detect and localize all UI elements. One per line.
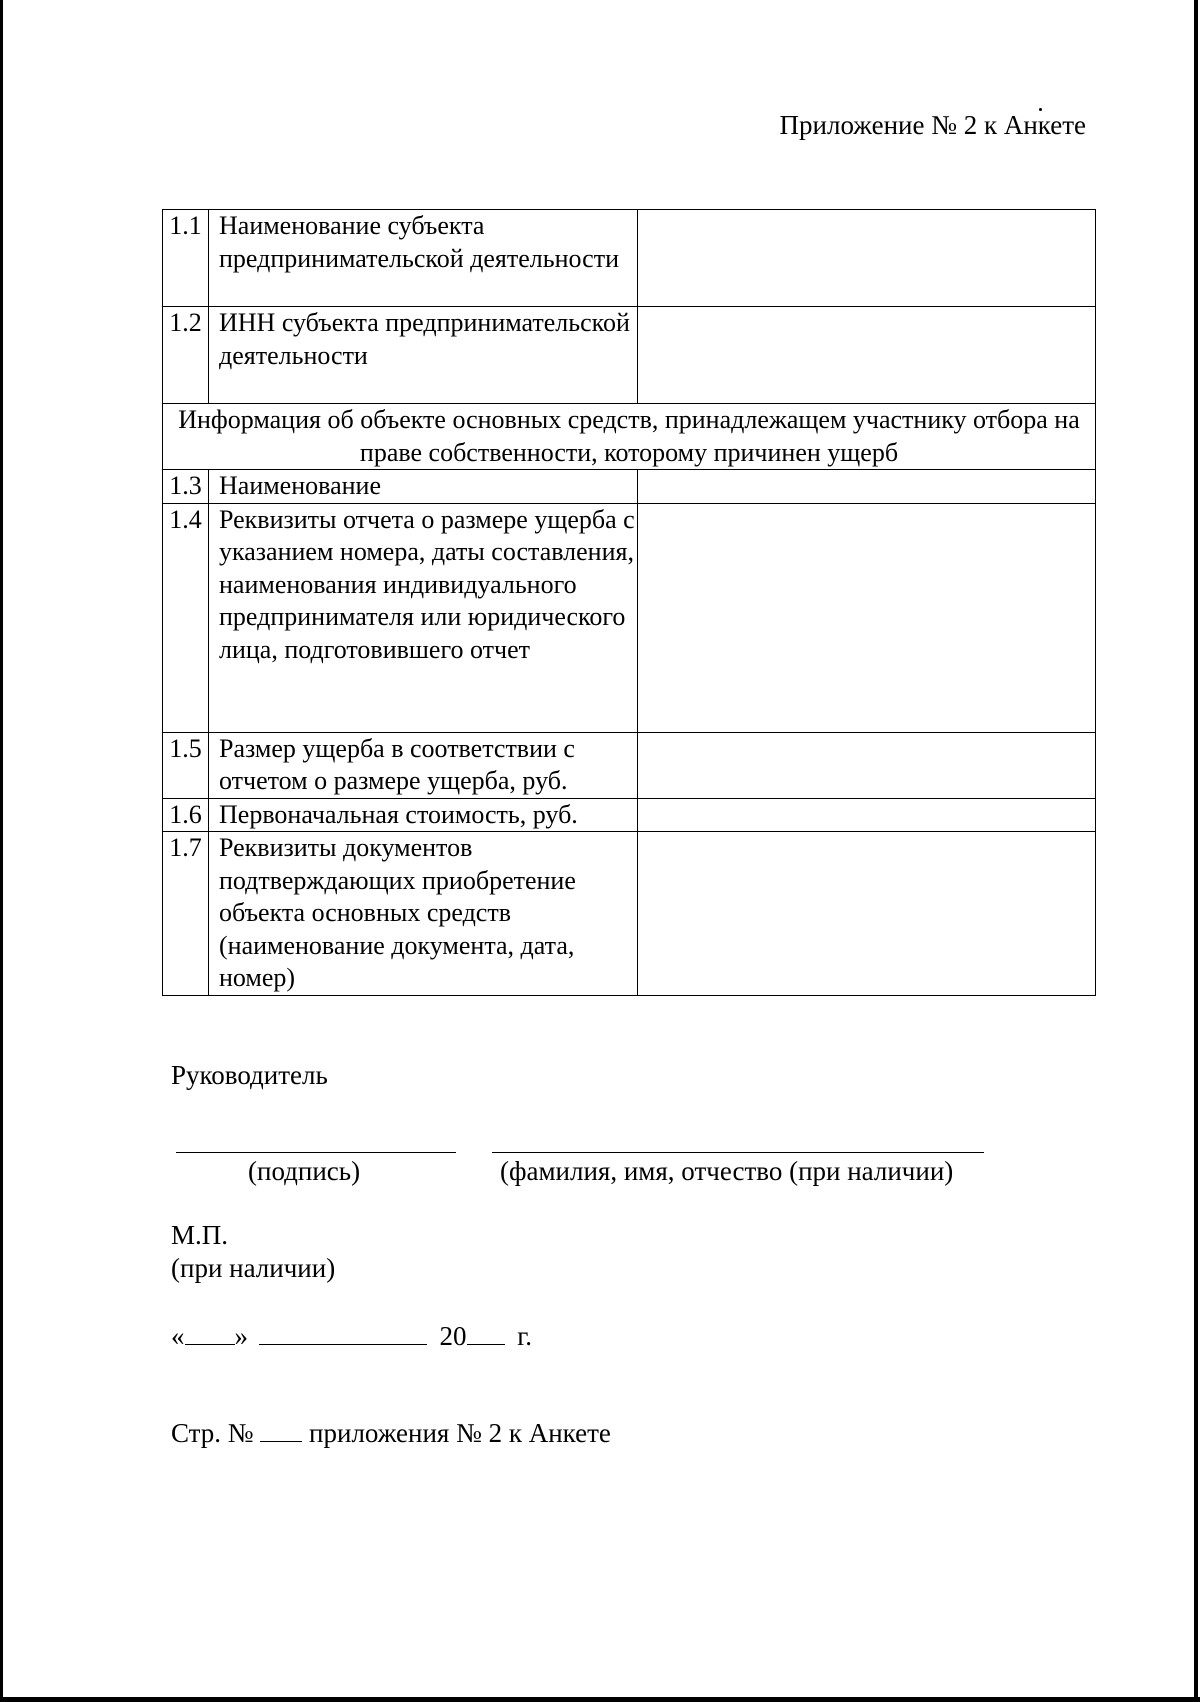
year-blank[interactable]	[467, 1318, 505, 1345]
info-table	[162, 209, 1096, 996]
row-label: ИНН субъекта предпринимательской деятельности	[209, 307, 638, 404]
row-value-cell[interactable]	[638, 732, 1096, 798]
row-value-cell[interactable]	[638, 798, 1096, 832]
table-row	[163, 732, 1096, 798]
row-label: Первоначальная стоимость, руб.	[209, 798, 638, 832]
signature-line[interactable]	[176, 1152, 456, 1153]
row-label: Наименование субъекта предпринимательской деятельности	[209, 210, 638, 307]
page-edge-left	[0, 0, 3, 1702]
stamp-note: (при наличии)	[171, 1253, 336, 1283]
row-label: Реквизиты документов подтверждающих приобретение объекта основных средств (наименование документа, дата, номер)	[209, 832, 638, 996]
stamp-label: М.П.	[171, 1220, 229, 1250]
page-edge-bottom	[0, 1697, 1200, 1702]
section-heading: Информация об объекте основных средств, принадлежащем участнику отбора на праве собственности, которому причинен ущерб	[163, 404, 1096, 470]
row-value-cell[interactable]	[638, 470, 1096, 504]
row-value-cell[interactable]	[638, 210, 1096, 307]
year-suffix: г.	[517, 1321, 533, 1351]
table-row	[163, 832, 1096, 996]
page-prefix: Стр. №	[171, 1418, 254, 1448]
row-number: 1.3	[163, 470, 209, 504]
row-value-cell[interactable]	[638, 307, 1096, 404]
row-label: Размер ущерба в соответствии с отчетом о размере ущерба, руб.	[209, 732, 638, 798]
row-label: Наименование	[209, 470, 638, 504]
date-close-quote: »	[234, 1321, 248, 1351]
table-row	[163, 798, 1096, 832]
row-value-cell[interactable]	[638, 503, 1096, 732]
row-value-cell[interactable]	[638, 832, 1096, 996]
full-name-line[interactable]	[492, 1152, 984, 1153]
year-prefix: 20	[439, 1321, 467, 1351]
date-line	[171, 1318, 532, 1352]
table-row	[163, 470, 1096, 504]
table-section-row	[163, 404, 1096, 470]
page-suffix: приложения № 2 к Анкете	[309, 1418, 611, 1448]
month-blank[interactable]	[259, 1318, 427, 1345]
head-role-label: Руководитель	[171, 1060, 328, 1090]
table-row	[163, 307, 1096, 404]
row-number: 1.5	[163, 732, 209, 798]
page-number-blank[interactable]	[260, 1415, 302, 1442]
row-label: Реквизиты отчета о размере ущерба с указанием номера, даты составления, наименования индивидуального предпринимателя или юридического лица, подготовившего отчет	[209, 503, 638, 732]
signature-caption: (подпись)	[248, 1156, 361, 1186]
row-number: 1.4	[163, 503, 209, 732]
date-open-quote: «	[171, 1321, 185, 1351]
row-number: 1.2	[163, 307, 209, 404]
table-row	[163, 210, 1096, 307]
row-number: 1.7	[163, 832, 209, 996]
page-number-line	[171, 1415, 611, 1449]
table-row	[163, 503, 1096, 732]
page-edge-right	[1194, 0, 1198, 1702]
day-blank[interactable]	[185, 1318, 235, 1345]
full-name-caption: (фамилия, имя, отчество (при наличии)	[500, 1156, 954, 1186]
row-number: 1.1	[163, 210, 209, 307]
appendix-title: Приложение № 2 к Анкете	[779, 110, 1086, 140]
row-number: 1.6	[163, 798, 209, 832]
